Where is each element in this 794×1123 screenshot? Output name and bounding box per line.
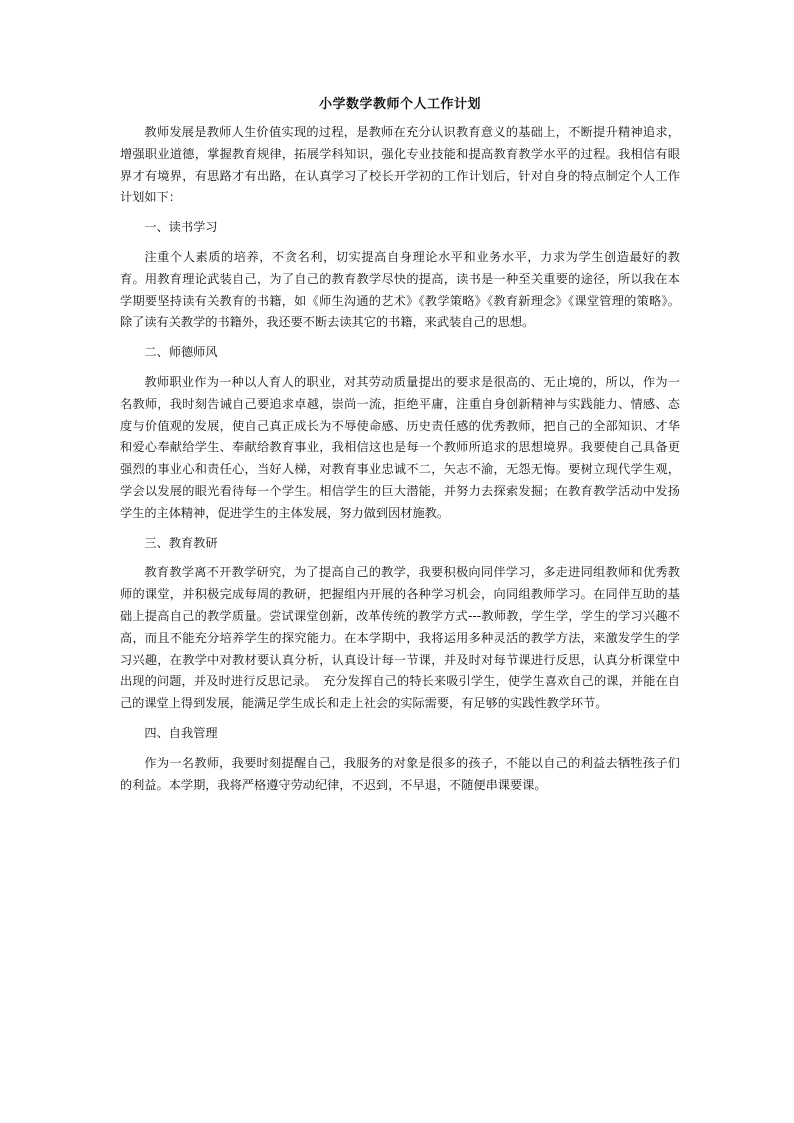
section-heading: 一、读书学习 [144, 220, 218, 235]
section-body: 注重个人素质的培养，不贪名利，切实提高自身理论水平和业务水平，力求为学生创造最好的教育。用教育理论武装自己，为了自己的教育教学尽快的提高，读书是一种至关重要的途径，所以我在本学期要坚持读有关教育的书籍，如《师生沟通的艺术》《教学策略》《教育新理念》《课堂管理的策略》。除了读有关教学的书籍外，我还要不断去读其它的书籍，来武装自己的思想。 [120, 249, 680, 330]
section-heading: 四、自我管理 [144, 725, 218, 740]
section-heading: 二、师德师风 [144, 345, 218, 360]
intro-paragraph: 教师发展是教师人生价值实现的过程，是教师在充分认识教育意义的基础上，不断提升精神追求，增强职业道德，掌握教育规律，拓展学科知识，强化专业技能和提高教育教学水平的过程。我相信有眼界才有境界，有思路才有出路，在认真学习了校长开学初的工作计划后，针对自身的特点制定个人工作计划如下： [120, 125, 680, 205]
section-heading: 三、教育教研 [144, 535, 218, 550]
section-body: 教育教学离不开教学研究，为了提高自己的教学，我要积极向同伴学习，多走进同组教师和优秀教师的课堂，并积极完成每周的教研，把握组内开展的各种学习机会，向同组教师学习。在同伴互助的基础上提高自己的教学质量。尝试课堂创新，改革传统的教学方式---教师教，学生学，学生的学习兴趣不高，而且不能充分培养学生的探究能力。在本学期中，我将运用多种灵活的教学方法，来激发学生的学习兴趣，在教学中对教材要认真分析，认真设计每一节课，并及时对每节课进行反思，认真分析课堂中出现的问题，并及时进行反思记录。 充分发挥自己的特长来吸引学生，使学生喜欢自己的课，并能在自己的课堂上得到发展，能满足学生成长和走上社会的实际需要，有足够的实践性教学环节。 [120, 565, 680, 711]
section-research [120, 533, 680, 715]
document-page [120, 96, 680, 796]
section-body: 教师职业作为一种以人育人的职业，对其劳动质量提出的要求是很高的、无止境的，所以，作为一名教师，我时刻告诫自己要追求卓越，崇尚一流，拒绝平庸，注重自身创新精神与实践能力、情感、态度与价值观的发展，使自己真正成长为不辱使命感、历史责任感的优秀教师，把自己的全部知识、才华和爱心奉献给学生、奉献给教育事业，我相信这也是每一个教师所追求的思想境界。我要使自己具备更强烈的事业心和责任心，当好人梯，对教育事业忠诚不二，矢志不渝，无怨无悔。要树立现代学生观，学会以发展的眼光看待每一个学生。相信学生的巨大潜能，并努力去探索发掘；在教育教学活动中发扬学生的主体精神，促进学生的主体发展，努力做到因材施教。 [120, 374, 680, 520]
section-ethics [120, 342, 680, 524]
section-reading [120, 217, 680, 334]
document-title: 小学数学教师个人工作计划 [318, 97, 481, 112]
section-self-management [120, 723, 680, 796]
section-body: 作为一名教师，我要时刻提醒自己，我服务的对象是很多的孩子，不能以自己的利益去牺牲孩子们的利益。本学期，我将严格遵守劳动纪律，不迟到，不早退，不随便串课要课。 [120, 755, 680, 792]
